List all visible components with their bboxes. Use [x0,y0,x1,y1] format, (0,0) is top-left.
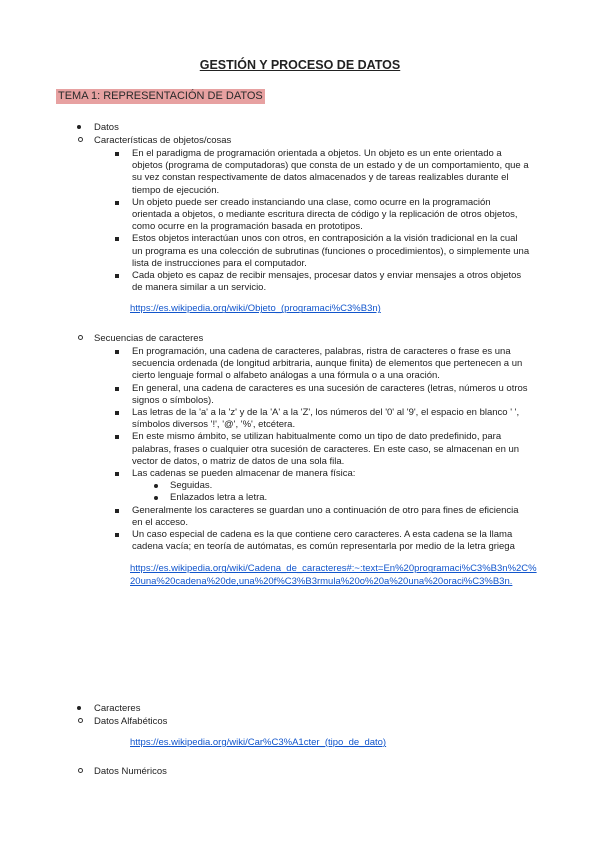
list-item: En general, una cadena de caracteres es una sucesión de caracteres (letras, números u otros signos o símbolos). [94,383,600,407]
numericos-label: Datos Numéricos [94,765,167,777]
list-item-secuencias [58,332,600,588]
list-item-numericos [58,765,600,778]
list-item-objetos [58,134,600,316]
list-item-alfabeticos [58,715,600,750]
list-item: Un caso especial de cadena es la que contiene cero caracteres. A esta cadena se la llama cadena vacía; en teoría de autómatas, es común representarla por medio de la letra griega [94,529,600,553]
caracteres-label: Caracteres [94,703,141,714]
objetos-label: Características de objetos/cosas [94,135,232,146]
list-item: Las letras de la 'a' a la 'z' y de la 'A' a la 'Z', los números del '0' al '9', el espacio en blanco ' ', símbolos diversos '!', '@', '%', etcétera. [94,407,600,431]
alfabeticos-label: Datos Alfabéticos [94,716,168,727]
list-item: En el paradigma de programación orientada a objetos. Un objeto es un ente orientado a objetos (programa de computadoras) que consta de un estado y de un comportamiento, que a su vez constan respectivamente de datos almacenados y de tareas realizables durante el tiempo de ejecución. [94,148,600,197]
almacenamiento-text: Las cadenas se pueden almacenar de manera física: [132,467,356,479]
caracteres-sublist [58,715,600,778]
list-item: Enlazados letra a letra. [132,492,530,504]
list-item: Un objeto puede ser creado instanciando una clase, como ocurre en la programación orientada a objetos, o mediante escritura directa de código y la replicación de otros objetos, como ocurre en la programación basada en prototipos. [94,197,600,234]
almacenamiento-sublist [132,480,530,504]
datos-sublist [58,134,600,588]
list-item: Cada objeto es capaz de recibir mensajes, procesar datos y enviar mensajes a otros objetos de manera similar a un servicio. [94,270,600,294]
list-item: Estos objetos interactúan unos con otros, en contraposición a la visión tradicional en la cual un programa es una colección de subrutinas (funciones o procedimientos), o simplemente una lista de instrucciones para el computador. [94,233,600,270]
secuencias-bullets [94,346,600,553]
objetos-link[interactable]: https://es.wikipedia.org/wiki/Objeto_(programaci%C3%B3n) [130,303,381,315]
list-item-almacenamiento [94,468,600,505]
list-caracteres [0,702,600,778]
list-item: Seguidas. [132,480,530,492]
datos-label: Datos [94,122,119,133]
secuencias-link[interactable]: https://es.wikipedia.org/wiki/Cadena_de_caracteres#:~:text=En%20programaci%C3%B3n%2C%20una%20cadena%20de,una%20f%C3%B3rmula%20o%20a%20una%20oraci%C3%B3n. [130,563,537,587]
list-item: En programación, una cadena de caracteres, palabras, ristra de caracteres o frase es una secuencia ordenada (de longitud arbitraria, aunque finita) de elementos que pertenecen a un cierto lenguaje formal o alfabeto análogas a una fórmula o a una oración. [94,346,600,383]
secuencias-label: Secuencias de caracteres [94,332,204,344]
list-datos [0,121,600,588]
list-item: En este mismo ámbito, se utilizan habitualmente como un tipo de dato predefinido, para palabras, frases o cualquier otra sucesión de caracteres. En este caso, se almacenan en un vector de datos, o matriz de datos de una sola fila. [94,431,600,468]
document-title: GESTIÓN Y PROCESO DE DATOS [199,58,401,72]
alfabeticos-link[interactable]: https://es.wikipedia.org/wiki/Car%C3%A1cter_(tipo_de_dato) [130,737,387,748]
objetos-bullets [94,148,600,294]
list-item-datos [0,121,600,588]
list-item: Generalmente los caracteres se guardan uno a continuación de otro para fines de eficiencia en el acceso. [94,505,600,529]
section-heading: TEMA 1: REPRESENTACIÓN DE DATOS [58,90,263,102]
list-item-caracteres [0,702,600,778]
